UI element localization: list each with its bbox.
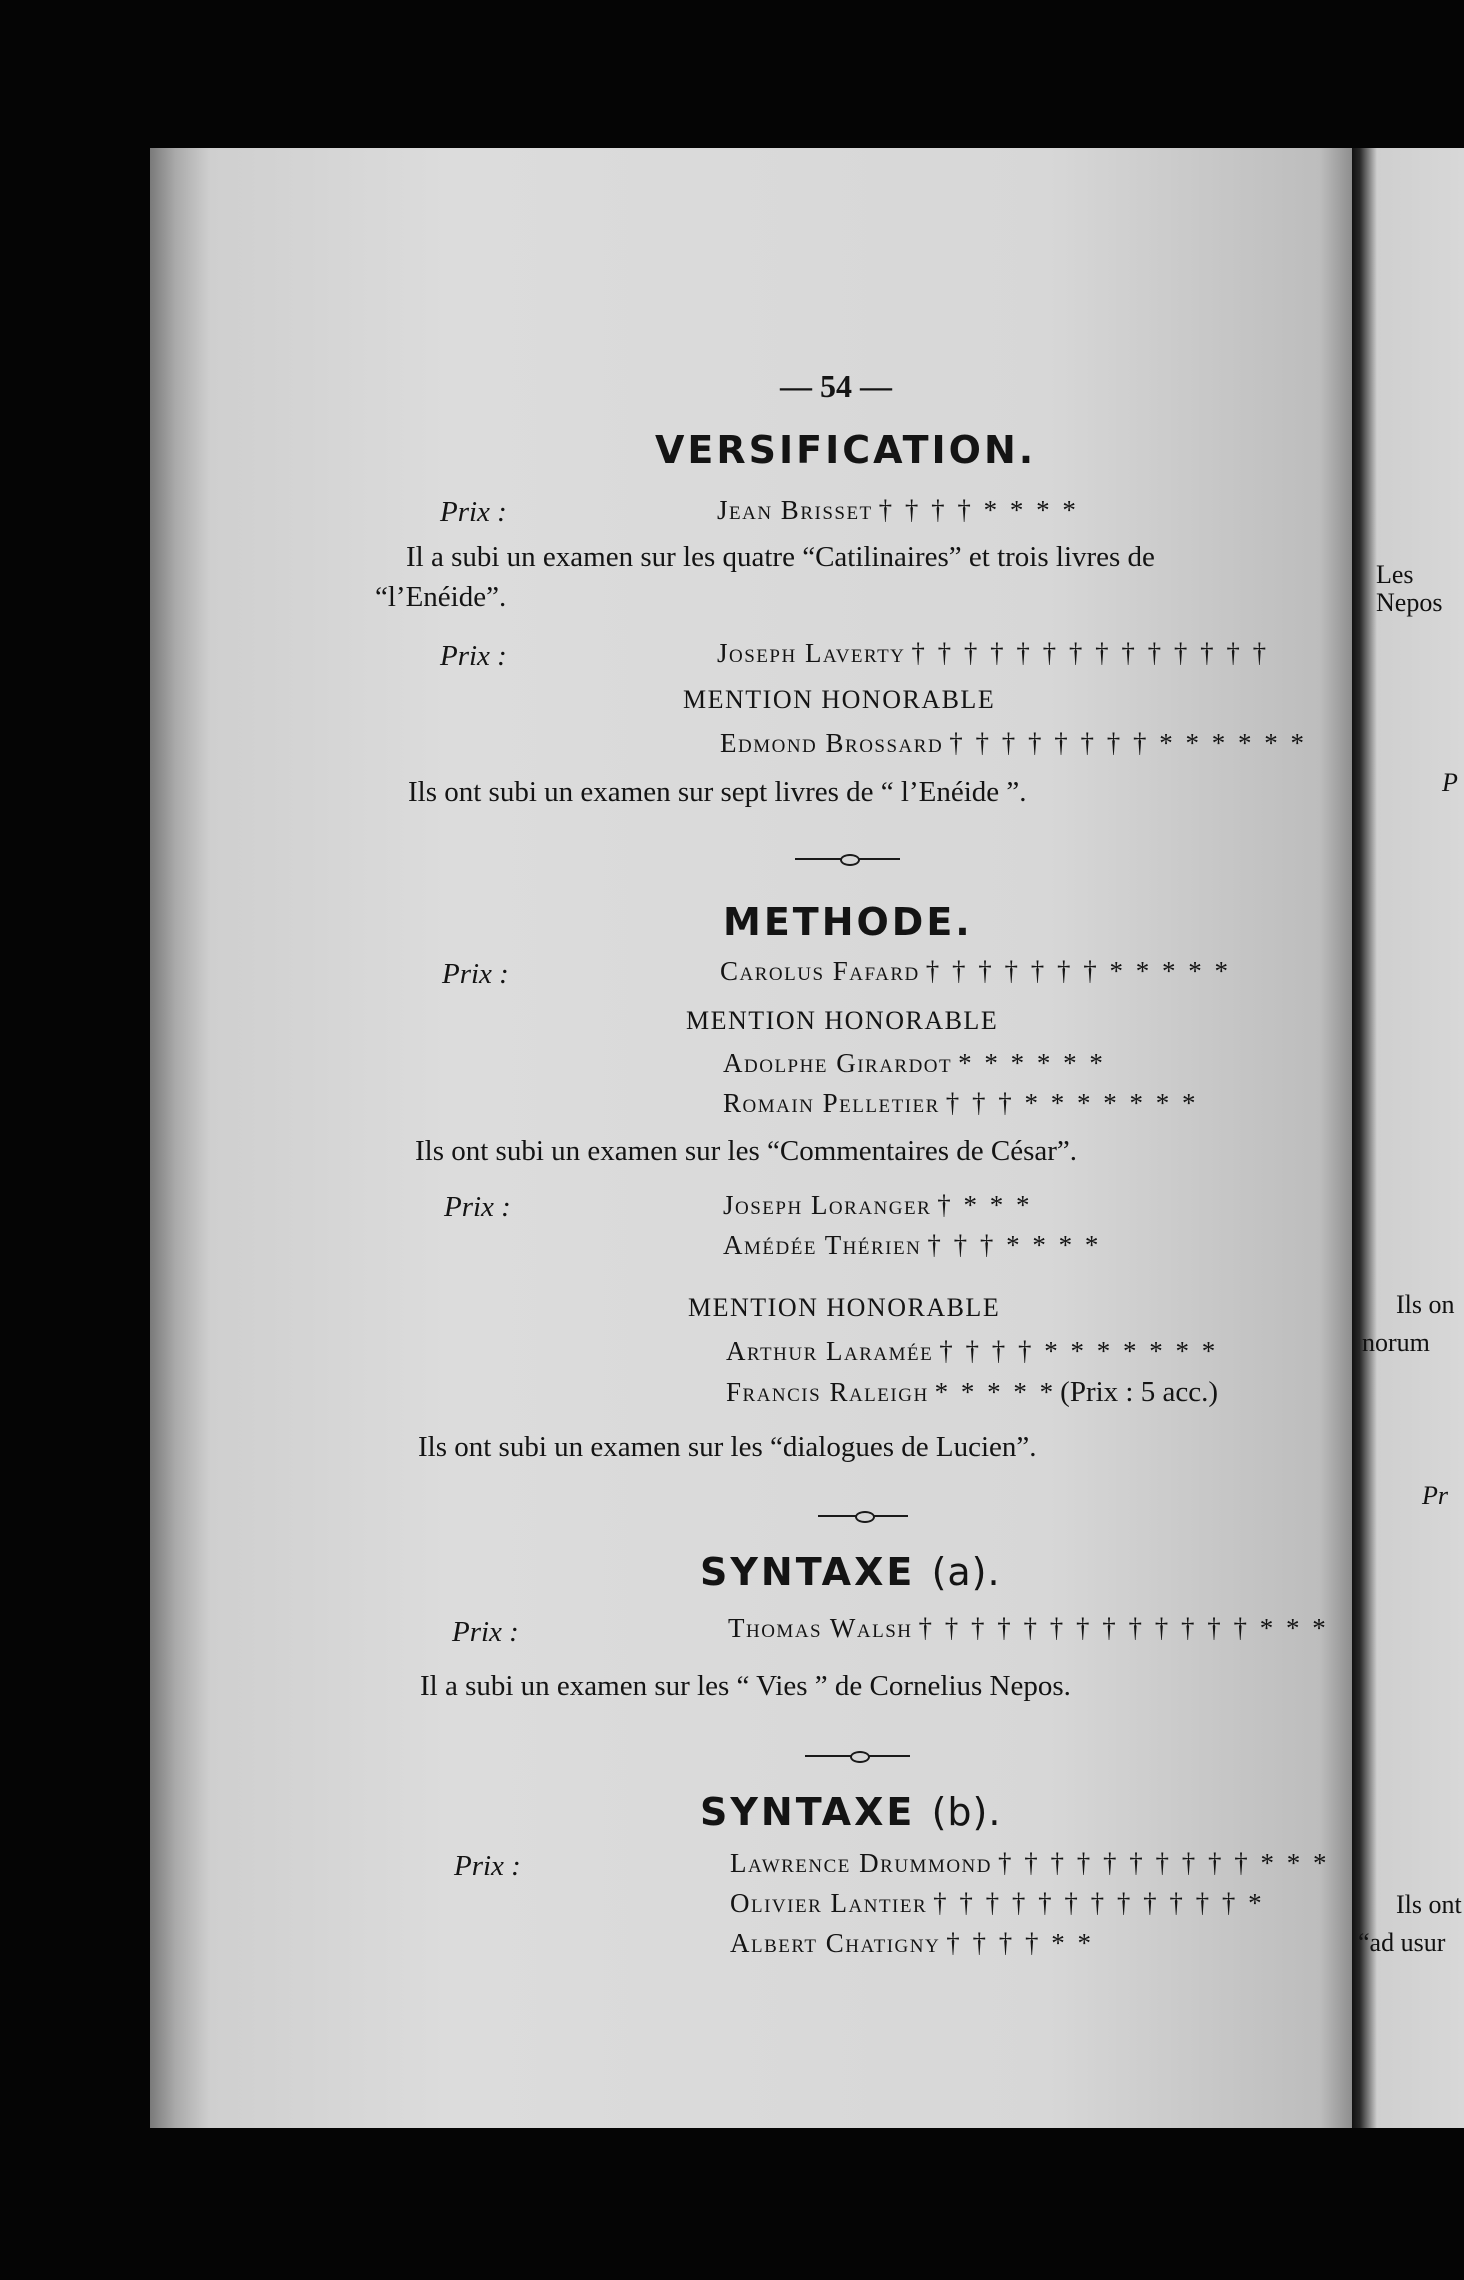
student-name: Lawrence Drummond	[730, 1848, 992, 1878]
student-name: Joseph Laverty	[717, 638, 906, 668]
heading-syntaxe-a	[700, 1550, 1001, 1594]
next-page-edge	[1352, 148, 1464, 2128]
prize-entry	[730, 1888, 1265, 1919]
student-name: Joseph Loranger	[723, 1190, 932, 1220]
merit-marks: † † † † † † † † † † † † † * * *	[918, 1613, 1329, 1643]
merit-marks: † † † † † † † * * * * *	[925, 956, 1232, 986]
student-name: Edmond Brossard	[720, 728, 944, 758]
student-name: Francis Raleigh	[726, 1377, 929, 1407]
merit-marks: † † † * * * *	[927, 1230, 1102, 1260]
section-divider	[795, 858, 900, 860]
exam-note: Ils ont subi un examen sur sept livres de “ l’Enéide ”.	[408, 776, 1027, 808]
text-fragment: Les	[1376, 560, 1414, 589]
student-name: Carolus Fafard	[720, 956, 920, 986]
page-number: — 54 —	[780, 368, 892, 404]
merit-marks: † † † † † † † † † † * * *	[998, 1848, 1330, 1878]
heading-versification: VERSIFICATION.	[655, 428, 1037, 472]
merit-marks: † † † * * * * * * *	[945, 1088, 1199, 1118]
merit-marks: † † † † * *	[946, 1928, 1094, 1958]
prize-entry	[723, 1230, 1101, 1261]
text-fragment: “ad usur	[1358, 1928, 1446, 1957]
prize-entry	[730, 1848, 1330, 1879]
prix-label: Prix :	[452, 1616, 519, 1648]
mention-honorable-label: MENTION HONORABLE	[688, 1293, 1001, 1322]
exam-note: Ils ont subi un examen sur les “Commentaires de César”.	[415, 1135, 1078, 1167]
mention-entry	[720, 728, 1307, 759]
heading-text: SYNTAXE	[700, 1790, 916, 1834]
mention-entry	[726, 1336, 1218, 1367]
text-fragment: norum	[1362, 1328, 1430, 1357]
student-name: Thomas Walsh	[728, 1613, 913, 1643]
section-divider	[805, 1755, 910, 1757]
student-name: Romain Pelletier	[723, 1088, 940, 1118]
prize-entry	[720, 956, 1231, 987]
prix-label: Prix :	[454, 1850, 521, 1882]
exam-note-continued: “l’Enéide”.	[375, 581, 507, 613]
prix-label: Prix :	[440, 496, 507, 528]
student-name: Arthur Laramée	[726, 1336, 934, 1366]
heading-suffix: (b).	[931, 1790, 1002, 1834]
text-fragment: Pr	[1422, 1481, 1448, 1510]
heading-text: SYNTAXE	[700, 1550, 916, 1594]
prize-entry	[730, 1928, 1094, 1959]
exam-note: Il a subi un examen sur les “ Vies ” de Cornelius Nepos.	[420, 1670, 1071, 1702]
mention-honorable-label: MENTION HONORABLE	[686, 1006, 999, 1035]
student-name: Jean Brisset	[717, 495, 873, 525]
student-name: Adolphe Girardot	[723, 1048, 953, 1078]
book-page	[150, 148, 1355, 2128]
exam-note: Ils ont subi un examen sur les “dialogues de Lucien”.	[418, 1431, 1037, 1463]
mention-honorable-label: MENTION HONORABLE	[683, 685, 996, 714]
heading-suffix: (a).	[931, 1550, 1001, 1594]
text-fragment: Nepos	[1376, 588, 1443, 617]
text-fragment: P	[1442, 768, 1458, 797]
student-name: Albert Chatigny	[730, 1928, 941, 1958]
merit-marks: † † † † † † † † * * * * * *	[949, 728, 1307, 758]
student-name: Olivier Lantier	[730, 1888, 928, 1918]
prix-label: Prix :	[442, 958, 509, 990]
prize-note: (Prix : 5 acc.)	[1060, 1376, 1219, 1408]
prize-entry	[717, 495, 1079, 526]
section-divider	[818, 1515, 908, 1517]
exam-note: Il a subi un examen sur les quatre “Catilinaires” et trois livres de	[406, 541, 1155, 573]
prize-entry	[723, 1190, 1033, 1221]
merit-marks: † † † † † † † † † † † † *	[933, 1888, 1265, 1918]
merit-marks: * * * * *	[934, 1377, 1057, 1407]
merit-marks: * * * * * *	[958, 1048, 1106, 1078]
mention-entry	[726, 1376, 1218, 1409]
prix-label: Prix :	[440, 640, 507, 672]
merit-marks: † † † † * * * * * * *	[939, 1336, 1219, 1366]
prix-label: Prix :	[444, 1191, 511, 1223]
merit-marks: † † † † † † † † † † † † † †	[911, 638, 1270, 668]
text-fragment: Ils ont	[1396, 1890, 1462, 1919]
student-name: Amédée Thérien	[723, 1230, 922, 1260]
heading-syntaxe-b	[700, 1790, 1001, 1834]
merit-marks: † † † † * * * *	[878, 495, 1079, 525]
mention-entry	[723, 1048, 1106, 1079]
prize-entry	[728, 1613, 1329, 1644]
text-fragment: Ils on	[1396, 1290, 1455, 1319]
merit-marks: † * * *	[937, 1190, 1033, 1220]
mention-entry	[723, 1088, 1199, 1119]
heading-methode: METHODE.	[723, 900, 973, 944]
prize-entry	[717, 638, 1269, 669]
